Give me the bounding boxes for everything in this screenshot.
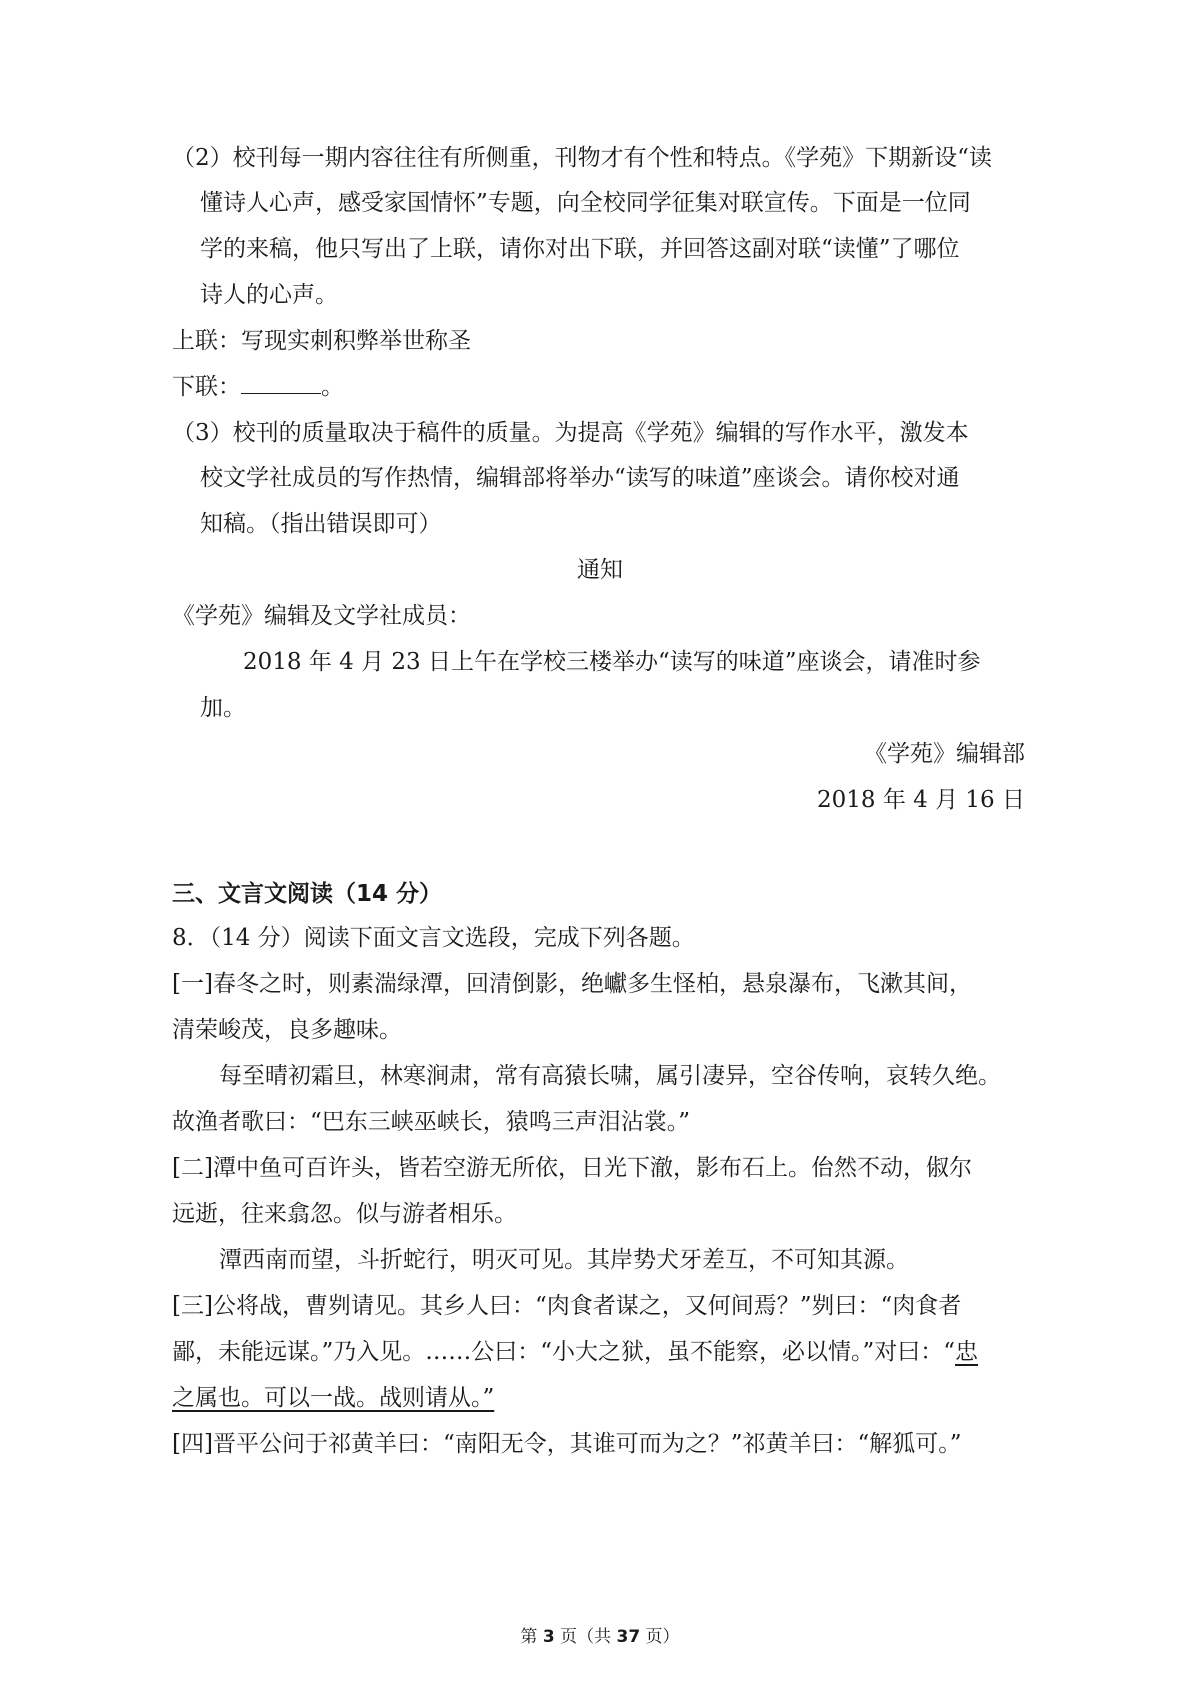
underlined-sentence-start: 忠 xyxy=(955,1339,979,1365)
couplet-lower-end: 。 xyxy=(321,374,344,400)
passage-3-line-3 xyxy=(172,1382,494,1414)
notice-body-line-2: 加。 xyxy=(200,695,246,721)
passage-3-line-2-text: 鄙，未能远谋。”乃入见。……公曰：“小大之狱，虽不能察，必以情。”对曰：“ xyxy=(172,1339,956,1365)
passage-2b-line-1: 潭西南而望，斗折蛇行，明灭可见。其岸势犬牙差互，不可知其源。 xyxy=(219,1247,909,1273)
question-8: 8．（14 分）阅读下面文言文选段，完成下列各题。 xyxy=(172,925,695,951)
notice-recipient: 《学苑》编辑及文学社成员： xyxy=(172,603,471,629)
passage-1-line-2: 清荣峻茂，良多趣味。 xyxy=(172,1017,402,1043)
answer-blank[interactable] xyxy=(241,371,321,394)
couplet-lower-label: 下联： xyxy=(172,374,241,400)
passage-3-line-1: [三]公将战，曹刿请见。其乡人曰：“肉食者谋之，又何间焉？”刿曰：“肉食者 xyxy=(172,1293,962,1319)
passage-2-line-2: 远逝，往来翕忽。似与游者相乐。 xyxy=(172,1201,517,1227)
underlined-sentence: 之属也。可以一战。战则请从。” xyxy=(172,1385,495,1411)
notice-date: 2018 年 4 月 16 日 xyxy=(817,787,1025,813)
q3-line-1: （3）校刊的质量取决于稿件的质量。为提高《学苑》编辑的写作水平，激发本 xyxy=(172,420,969,446)
couplet-lower xyxy=(172,371,344,403)
couplet-upper: 上联：写现实刺积弊举世称圣 xyxy=(172,328,471,354)
page-footer xyxy=(0,1625,1200,1649)
q2-line-4: 诗人的心声。 xyxy=(200,282,338,308)
q2-line-1: （2）校刊每一期内容往往有所侧重，刊物才有个性和特点。《学苑》下期新设“读 xyxy=(172,145,992,171)
footer-page-number: 3 xyxy=(542,1627,555,1647)
section-heading: 三、文言文阅读（14 分） xyxy=(172,881,443,907)
q2-line-3: 学的来稿，他只写出了上联，请你对出下联，并回答这副对联“读懂”了哪位 xyxy=(200,236,960,262)
passage-4-line-1: [四]晋平公问于祁黄羊曰：“南阳无令，其谁可而为之？”祁黄羊曰：“解狐可。” xyxy=(172,1431,962,1457)
q3-line-3: 知稿。（指出错误即可） xyxy=(200,511,442,537)
footer-suffix: 页） xyxy=(640,1627,680,1647)
passage-3-line-2 xyxy=(172,1336,978,1368)
q3-line-2: 校文学社成员的写作热情，编辑部将举办“读写的味道”座谈会。请你校对通 xyxy=(200,465,960,491)
passage-1b-line-2: 故渔者歌曰：“巴东三峡巫峡长，猿鸣三声泪沾裳。” xyxy=(172,1109,691,1135)
notice-title: 通知 xyxy=(577,557,623,583)
notice-body-line-1: 2018 年 4 月 23 日上午在学校三楼举办“读写的味道”座谈会，请准时参 xyxy=(243,649,981,675)
passage-1b-line-1: 每至晴初霜旦，林寒涧肃，常有高猿长啸，属引凄异，空谷传响，哀转久绝。 xyxy=(219,1063,1001,1089)
footer-total-pages: 37 xyxy=(616,1627,641,1647)
passage-1-line-1: [一]春冬之时，则素湍绿潭，回清倒影，绝巘多生怪柏，悬泉瀑布，飞漱其间， xyxy=(172,971,972,997)
footer-middle: 页（共 xyxy=(554,1627,617,1647)
notice-signer: 《学苑》编辑部 xyxy=(864,741,1025,767)
q2-line-2: 懂诗人心声，感受家国情怀”专题，向全校同学征集对联宣传。下面是一位同 xyxy=(200,190,971,216)
passage-2-line-1: [二]潭中鱼可百许头，皆若空游无所依，日光下澈，影布石上。佁然不动，俶尔 xyxy=(172,1155,972,1181)
footer-prefix: 第 xyxy=(520,1627,543,1647)
